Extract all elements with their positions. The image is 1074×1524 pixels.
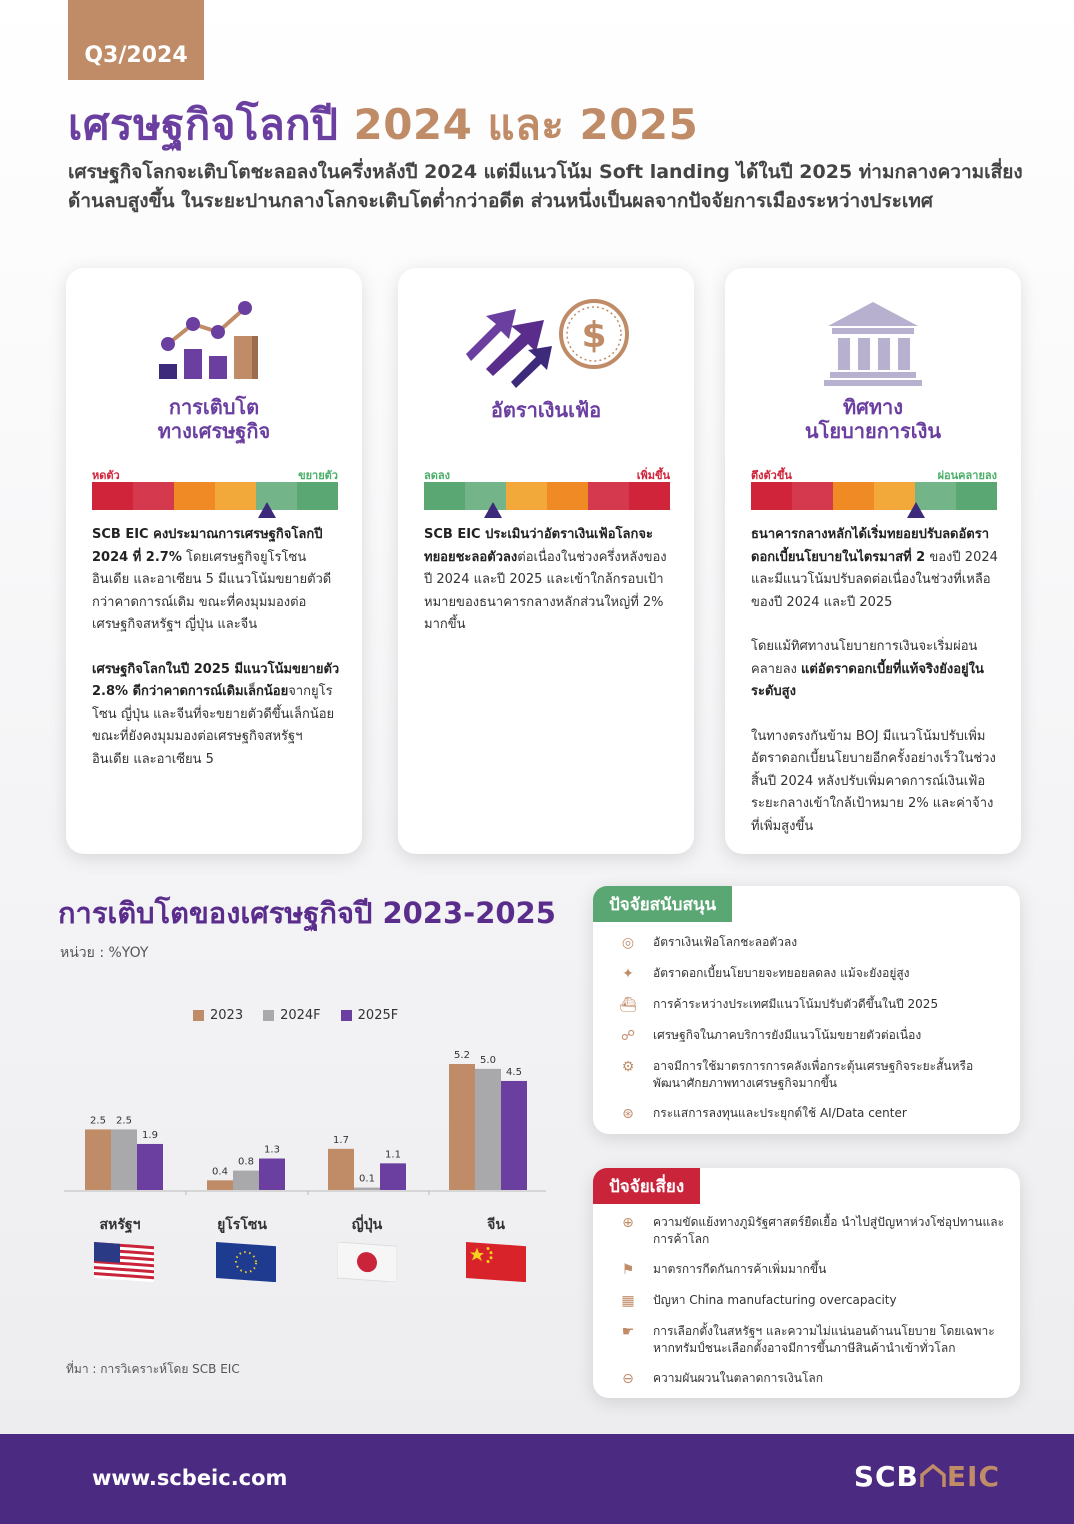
risk-factor-item: [617, 1261, 1006, 1279]
support-factor-text: การค้าระหว่างประเทศมีแนวโน้มปรับตัวดีขึ้นในปี 2025: [653, 997, 939, 1011]
bar-2025F-3: [501, 1081, 527, 1190]
legend-item: 2023: [193, 1008, 243, 1023]
chart-unit: หน่วย : %YOY: [60, 945, 149, 961]
japan-flag-icon: [337, 1242, 397, 1282]
growth-chart-icon: [66, 294, 362, 389]
title-part-1: เศรษฐกิจโลกปี: [68, 100, 354, 149]
gauge-pointer: [907, 502, 925, 518]
growth-bar-chart: [60, 1040, 560, 1200]
support-factor-icon: ⛴: [619, 996, 637, 1013]
bar-2024F-1: [233, 1171, 259, 1190]
data-label: 5.2: [454, 1050, 470, 1061]
china-flag-icon: [466, 1242, 526, 1282]
data-label: 0.8: [238, 1156, 254, 1168]
support-factor-item: [617, 996, 1006, 1014]
data-label: 2.5: [90, 1115, 106, 1127]
scale-left-label: ตึงตัวขึ้น: [751, 469, 792, 482]
data-label: 0.1: [359, 1173, 375, 1185]
support-factor-item: [617, 965, 1006, 983]
bar-2023-3: [449, 1064, 475, 1190]
support-factor-text: กระแสการลงทุนและประยุกต์ใช้ AI/Data center: [653, 1106, 907, 1120]
gauge-scale: [424, 482, 670, 510]
bar-2024F-0: [111, 1129, 137, 1190]
risk-factor-text: ความขัดแย้งทางภูมิรัฐศาสตร์ยืดเยื้อ นำไปสู่ปัญหาห่วงโซ่อุปทานและการค้าโลก: [653, 1215, 1005, 1246]
risk-factors-label: ปัจจัยเสี่ยง: [593, 1168, 700, 1204]
risk-factor-text: ความผันผวนในตลาดการเงินโลก: [653, 1371, 824, 1385]
support-factor-icon: ✦: [622, 965, 634, 982]
gauge-scale: [751, 482, 997, 510]
footer: [0, 1434, 1074, 1524]
support-factor-icon: ⚙: [621, 1058, 635, 1075]
card-title: อัตราเงินเฟ้อ: [490, 398, 602, 422]
risk-factor-text: ปัญหา China manufacturing overcapacity: [653, 1293, 897, 1307]
risk-factor-icon: ⊖: [622, 1370, 634, 1387]
card-monetary-policy: [725, 268, 1021, 854]
source-note: ที่มา : การวิเคราะห์โดย SCB EIC: [66, 1362, 240, 1376]
scale-left-label: ลดลง: [424, 469, 450, 482]
scale-labels: [751, 466, 997, 480]
chart-legend: [193, 1008, 398, 1023]
category-label-japan: ญี่ปุ่น: [351, 1217, 383, 1233]
legend-item: 2024F: [263, 1008, 321, 1023]
support-factor-text: เศรษฐกิจในภาคบริการยังมีแนวโน้มขยายตัวต่อเนื่อง: [653, 1028, 922, 1042]
risk-factors-list: [617, 1214, 1006, 1388]
inflation-arrows-dollar-icon: [398, 294, 694, 389]
data-label: 1.7: [333, 1134, 349, 1146]
scale-right-label: ผ่อนคลายลง: [937, 469, 997, 482]
risk-factor-icon: ☛: [621, 1323, 635, 1340]
support-factor-item: [617, 1027, 1006, 1045]
risk-factor-icon: ⊕: [622, 1214, 634, 1231]
card-economic-growth: [66, 268, 362, 854]
svg-text:$: $: [581, 315, 607, 356]
card-title: ทิศทาง นโยบายการเงิน: [804, 395, 942, 443]
card-body: SCB EIC ประเมินว่าอัตราเงินเฟ้อโลกจะทยอยชะลอตัวลงต่อเนื่องในช่วงครึ่งหลังของปี 2024 และปี 2025 และเข้าใกล้กรอบเป้าหมายของธนาคารกลางหลักส่วนใหญ่ที่ 2% มากขึ้น: [424, 527, 667, 632]
support-factors-list: [617, 934, 1006, 1123]
title-part-2: 2024 และ 2025: [353, 100, 699, 149]
bar-2024F-3: [475, 1069, 501, 1190]
house-logo-icon: [919, 1463, 947, 1491]
data-label: 2.5: [116, 1115, 132, 1127]
support-factor-icon: ⊛: [622, 1105, 634, 1122]
scale-left-label: หดตัว: [92, 469, 120, 482]
page-subtitle: เศรษฐกิจโลกจะเติบโตชะลอลงในครึ่งหลังปี 2024 แต่มีแนวโน้ม Soft landing ได้ในปี 2025 ท่ามกลางความเสี่ยงด้านลบสูงขึ้น ในระยะปานกลางโลกจะเติบโตต่ำกว่าอดีต ส่วนหนึ่งเป็นผลจากปัจจัยการเมืองระหว่างประเทศ: [68, 161, 1023, 212]
card-body: ธนาคารกลางหลักได้เริ่มทยอยปรับลดอัตราดอกเบี้ยนโยบายในไตรมาสที่ 2 ของปี 2024 และมีแนวโน้มปรับลดต่อเนื่องในช่วงที่เหลือของปี 2024 และปี 2025 โดยแม้ทิศทางนโยบายการเงินจะเริ่มผ่อนคลายลง แต่อัตราดอกเบี้ยที่แท้จริงยังอยู่ในระดับสูง ในทางตรงกันข้าม BOJ มีแนวโน้มปรับเพิ่มอัตราดอกเบี้ยนโยบายอีกครั้งอย่างเร็วในช่วงสิ้นปี 2024 หลังปรับเพิ่มคาดการณ์เงินเฟ้อระยะกลางเข้าใกล้เป้าหมาย 2% และค่าจ้างที่เพิ่มสูงขึ้น: [751, 527, 998, 834]
card-title: การเติบโต ทางเศรษฐกิจ: [157, 395, 271, 443]
bar-2025F-0: [137, 1144, 163, 1190]
risk-factor-icon: ⚑: [621, 1261, 635, 1278]
support-factors-label: ปัจจัยสนับสนุน: [593, 886, 732, 922]
bar-2023-2: [328, 1149, 354, 1190]
risk-factor-text: การเลือกตั้งในสหรัฐฯ และความไม่แน่นอนด้านนโยบาย โดยเฉพาะหากทรัมป์ชนะเลือกตั้งอาจมีการขึ้นภาษีสินค้านำเข้าทั่วโลก: [653, 1324, 995, 1355]
website-link[interactable]: www.scbeic.com: [92, 1466, 288, 1490]
bar-2025F-1: [259, 1159, 285, 1191]
bank-building-icon: [725, 294, 1021, 389]
support-factor-icon: ☍: [620, 1027, 636, 1044]
data-label: 1.9: [142, 1129, 158, 1141]
risk-factor-item: [617, 1323, 1006, 1357]
eu-flag-icon: [216, 1242, 276, 1282]
category-label-us: สหรัฐฯ: [99, 1217, 141, 1233]
scale-labels: [92, 466, 338, 480]
support-factor-text: อาจมีการใช้มาตรการการคลังเพื่อกระตุ้นเศรษฐกิจระยะสั้นหรือพัฒนาศักยภาพทางเศรษฐกิจมากขึ้น: [653, 1059, 974, 1090]
chart-heading: การเติบโตของเศรษฐกิจปี 2023-2025: [58, 896, 556, 930]
data-label: 1.3: [264, 1144, 280, 1156]
us-flag-icon: [94, 1242, 154, 1282]
support-factor-text: อัตราดอกเบี้ยนโยบายจะทยอยลดลง แม้จะยังอยู่สูง: [653, 966, 910, 980]
risk-factors-panel: [593, 1168, 1020, 1398]
data-label: 5.0: [480, 1054, 496, 1066]
risk-factor-icon: ▦: [621, 1292, 635, 1309]
scale-right-label: ขยายตัว: [298, 469, 338, 482]
scb-eic-logo: SCB EIC: [853, 1460, 1000, 1493]
bar-2025F-2: [380, 1163, 406, 1190]
category-label-eurozone: ยูโรโซน: [217, 1217, 267, 1233]
support-factor-item: [617, 1105, 1006, 1123]
data-label: 0.4: [212, 1166, 228, 1178]
data-label: 1.1: [385, 1149, 401, 1161]
card-inflation: [398, 268, 694, 854]
gauge-pointer: [484, 502, 502, 518]
gauge-scale: [92, 482, 338, 510]
risk-factor-item: [617, 1370, 1006, 1388]
scale-labels: [424, 466, 670, 480]
data-label: 4.5: [506, 1066, 522, 1078]
risk-factor-text: มาตรการกีดกันการค้าเพิ่มมากขึ้น: [653, 1262, 827, 1276]
gauge-pointer: [258, 502, 276, 518]
support-factors-panel: [593, 886, 1020, 1134]
risk-factor-item: [617, 1292, 1006, 1310]
card-body: SCB EIC คงประมาณการเศรษฐกิจโลกปี 2024 ที่ 2.7% โดยเศรษฐกิจยูโรโซน อินเดีย และอาเซียน 5 มีแนวโน้มขยายตัวดีกว่าคาดการณ์เดิม ขณะที่คงมุมมองต่อเศรษฐกิจสหรัฐฯ ญี่ปุ่น และจีน เศรษฐกิจโลกในปี 2025 มีแนวโน้มขยายตัว 2.8% ดีกว่าคาดการณ์เดิมเล็กน้อยจากยูโรโซน ญี่ปุ่น และจีนที่จะขยายตัวดีขึ้นเล็กน้อย ขณะที่ยังคงมุมมองต่อเศรษฐกิจสหรัฐฯ อินเดีย และอาเซียน 5: [92, 527, 340, 767]
bar-2023-1: [207, 1180, 233, 1190]
category-label-china: จีน: [487, 1217, 505, 1233]
support-factor-icon: ◎: [621, 934, 635, 951]
bar-2024F-2: [354, 1188, 380, 1190]
support-factor-item: [617, 934, 1006, 952]
scale-right-label: เพิ่มขึ้น: [636, 469, 670, 482]
quarter-tag: Q3/2024: [68, 0, 204, 80]
legend-item: 2025F: [341, 1008, 399, 1023]
support-factor-text: อัตราเงินเฟ้อโลกชะลอตัวลง: [653, 935, 798, 949]
page-title: [68, 92, 698, 158]
risk-factor-item: [617, 1214, 1006, 1248]
support-factor-item: [617, 1058, 1006, 1092]
bar-2023-0: [85, 1129, 111, 1190]
